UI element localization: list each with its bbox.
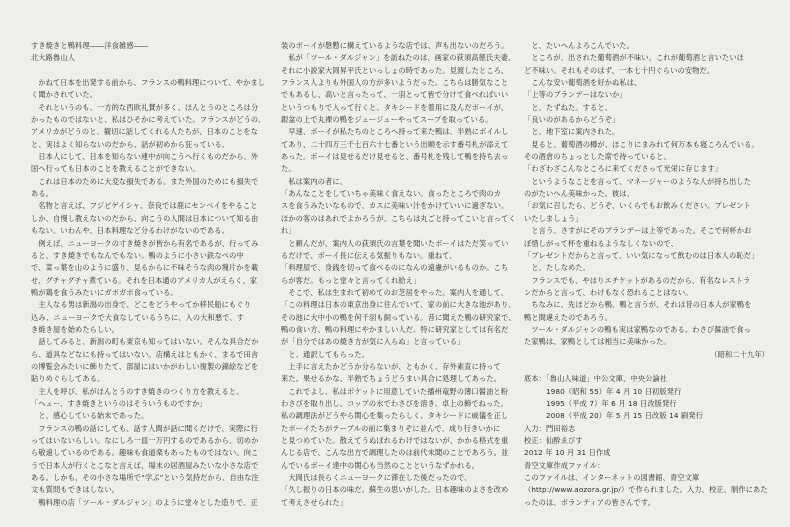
text-line: 名物と言えば、フジビゲイシャ、奈良では鹿にセンベイをやること [31,201,258,211]
colophon-line: 校正：仙酔ゑびす [524,436,583,445]
text-line: と頼んだが、案内人の荻須氏の言葉を聞いたボーイはただ笑ってい [281,238,509,248]
column-2-body [281,40,521,509]
text-line: ある。しかも、その小さな場所で“学ぶ”という気持だから、自由な注 [31,473,259,483]
text-line: ある。 [31,189,54,199]
column-1 [31,40,271,509]
text-line: うで日本人が行くとこなと言えば、場末の居酒屋みたいな小さな店で [31,460,259,470]
text-line: ると、すき焼きでもなんでもない。鴨のように小さい鉄なべの中 [31,250,244,260]
text-line: 私は案内の者に、 [281,176,348,186]
text-line: と、実はよく知らないのだから、話が初めから狂っている。 [31,139,230,149]
text-line: 鴨の食い方、鴨の料理にやかましい人だ。特に研究家としては有名だ [281,324,509,334]
text-line: と、たいへんよろこんでいた。 [524,41,635,50]
column-3-body [524,40,769,349]
text-line: フランスでも、やはりエチケットがあるのだから、有名なレストラ [524,275,751,285]
column-3 [524,40,769,509]
text-line: 貼りめぐらしてある。 [31,374,105,384]
text-line: 「良いのがあるからどうぞ」 [524,115,620,125]
text-line: 国へ行っても日本のことを教えることができない。 [31,164,200,174]
essay-date: （昭和二十九年） [710,349,769,359]
colophon-line: ったのは、ボランティアの皆さんです。 [524,497,655,507]
text-line: と見つめていた。散えてうぬぼれるわけではないが、かかる格式を重 [281,436,509,445]
text-line: 来た。果せるかな、半熟でちょうどうまい具合に処理してあった。 [281,374,502,384]
text-line: というつもりで入って行くと、タキシードを着用に及んだボーイが、 [281,102,509,112]
text-line: ってはいないらしい。なにしろ一皿一万円するのであるから、切めか [31,436,259,445]
text-line: たボーイたちがテーブルの前に集まりぞに並んで、成り行きいかに [281,423,501,433]
text-line: 上手に言えたかどうか分らないが、ともかく、存外素直に持って [281,361,501,371]
text-line: ぼ惜しがって杯を重ねるようなしくないので、 [524,238,678,248]
colophon-line: （http://www.aozora.gr.jp/）で作られました。入力、校正、制作にあた [524,485,768,495]
colophon-line: 底本：「魯山人味道」中公文庫、中央公論社 [524,374,668,384]
text-line: かったものではないと、私はひそかに考えていた。フランスがどうの、 [31,115,266,125]
text-line: こんな安い葡萄酒を好かぬ私は、 [524,78,642,88]
text-line: 私が「ツール・ダルジャン」を訪ねたのは、画家の荻須高徳氏夫妻、 [281,53,516,63]
text-line: その酒倉のちょっとした席で待っていると、 [524,152,671,162]
colophon-line: 1995（平成 7）年 6 月 18 日改版発行 [524,398,677,408]
text-line: 文も質問もできはしない。 [31,485,120,495]
text-line: フランス人よりも外国人の方が多いようだった。こちらは勝気なこと [281,78,509,88]
text-line: のがたいへん美味かった。彼は、 [524,189,635,199]
text-line: アメリカがどうのと、観切に話してくれる人たちが、日本のことをな [31,127,258,137]
colophon-line: 2008（平成 20）年 5 月 15 日改版 14 刷発行 [524,411,704,421]
text-line: これでよし、私はポケットに用意していた播州竜野の薄口醤油と粉 [281,386,509,396]
text-line: 「わざわざこんなところに来てくださって光栄に存じます」 [524,164,723,174]
text-line: ほかの客のはあれでよかろうが、こちらは丸ごと持ってこいと言ってく [281,213,516,223]
text-line: ンだからと言って、わけもなく恐れることはない。 [524,287,693,297]
text-line: それというのも、一方的な西欧礼賛が多く、ほんとうのところは分 [31,102,259,112]
text-line: 「あんなことをしていちゃ美味く食えない。食ったところで肉のカ [281,189,502,199]
text-line: 「料理屋で、身銭を切って食べるのになんの遠慮がいるものか。こち [281,263,509,273]
text-line: と、通訳してもらった。 [281,349,370,359]
text-line: 早速、ボーイが私たちのところへ持って来た鴨は、半熟にボイルし [281,127,509,137]
text-line: フランスの鴨の話にしても、話す人間が話に聞くだけで、実際に行 [31,423,259,433]
column-1-body [31,77,271,509]
text-line: あった。ボーイは見せるだけ見せると、番号札を残して鴨を持ち去っ [281,152,509,162]
text-line: と、たずねた。すると、 [524,102,613,112]
text-line: わさびを取り出し、コップの水でわさびを溶き、卓上の飾でねった。 [281,398,509,408]
text-line: が「自分ではあの焼き方が気に入らぬ」と言っている」 [281,337,465,347]
text-line: でもあるし、高いと言ったって、一羽とって皆で分けて食べればいい [281,90,509,100]
text-line: 見ると、葡萄酒の樽が、ほこりにまみれて何万本も寝ころんでいる。 [524,139,759,149]
text-line: んじる店で、こんな出方で調理したのは前代未聞のことであろう。並 [281,448,509,458]
text-line: いたしましょう」 [524,213,583,223]
colophon-line: このファイルは、インターネットの図書館、青空文庫 [524,473,700,483]
text-line: 鴨と間違えたのであろう。 [524,312,613,322]
text-line: 装のボーイが慇懃に構えているような店では、声も出ないのだろう。 [281,41,509,50]
text-line: と、感心している始末であった。 [31,411,149,421]
text-line: ちなみに、先ほどから鴨、鴨と言うが、それは昔の日本人が家鴨を [524,300,752,310]
text-line: てあり、二十四万三千七百六十七番という出順を示す番号札が添えて [281,139,509,149]
colophon [524,373,769,509]
text-line: で、菜っ葉を山のように盛り、見るからに不味そうな肉の塊片かを載 [31,263,259,273]
text-line: と、たしなめた。 [524,263,591,273]
text-line: これは日本のために大変な損失である。また外国のためにも損失で [31,176,259,186]
essay-title: すき焼きと鴨料理――洋食雑感―― [31,41,149,50]
colophon-line: 青空文庫作成ファイル： [524,460,605,470]
text-line: と言う。さすがにそのブランデーは上等であった。そこで何杯かお [524,226,752,236]
text-line: らが客だ。もっと堂々と言ってくれ給え」 [281,275,421,285]
text-line: て考えさせられた」 [281,497,348,507]
column-2 [281,40,521,509]
text-line: 日本人にして、日本を知らない連中が向こうへ行くものだから、外 [31,152,259,162]
text-line: 「上等のブランデーはないか」 [524,90,627,100]
text-line: 主人を呼び、私がほんとうのすき焼きのつくり方を教えると、 [31,386,244,396]
colophon-line: 1980（昭和 55）年 4 月 10 日初版発行 [524,386,682,396]
text-line: というようなことを言って、マネージャーのような人が持ち出した [524,176,752,186]
text-line: その池に大中小の鴨を何千羽も飼っている。昔に聞えた鴨の研究家で、 [281,312,516,322]
text-line: ら、道具などなにも持ってはいない。店構えはともかく、まるで田舎 [31,349,259,359]
author-name: 北大路魯山人 [31,53,76,63]
text-line: しか、自慢し教えないのだから、向こうの人間は日本について知る由 [31,213,259,223]
text-line: 「お気に召したら、どうぞ、いくらでもお飲みください。プレゼント [524,201,751,211]
text-line: んでいるボーイ達中の関心も当然のことというなずかれる。 [281,460,480,470]
text-line: そこで、私は生まれて初めてのお芝居をやった。案内人を通して、 [281,287,509,297]
text-line: た。 [281,164,296,174]
text-line: 私の調理法がどうやら関心を集ったらしく、タキシードに威儀を正し [281,411,509,421]
text-line: もない。いわんや、日本料理など分るわけがないのである。 [31,226,229,236]
text-line: 大岡氏は長らくニューヨークに滞在した後だったので、 [281,473,472,483]
text-line: ところが、出された葡萄酒が不味い。これが葡萄酒と言いたいほ [524,53,745,63]
colophon-line: 入力：門田裕志 [524,423,576,433]
text-line: と、地下室に案内された。 [524,127,620,137]
text-line: 話してみると、新潟の町も東京も知ってはいない。そんな具合だか [31,337,259,347]
text-line: それに小説家大岡昇平氏といっしょの時であった。見渡したところ、 [281,65,509,75]
text-line: 「久し振りの日本の味だ。蘇生の思いがした。日本趣味のよさを改め [281,485,509,495]
text-line: 銀盆の上で丸裸の鴨をジュージューやってスープを取っている。 [281,115,493,125]
text-line: た家鴨は、家鴨としては相当に美味かった。 [524,337,671,347]
text-line: 「プレゼントだからと言って、いい気になって飲むのは日本人の恥だ」 [524,250,759,260]
text-line: るだけで、ボーイ長に伝える気振りもない。重ねて、 [281,250,457,260]
text-line: 例えば、ニューヨークの寸き焼きが皆から有名であるが、行ってみ [31,238,259,248]
text-line: せ、グチャグチャ煮ている。それを日本通のアメリカ人がえらく、家 [31,275,258,285]
text-line: ど不味い。それもそのはず、一本七十円ぐらいの安物だ。 [524,65,715,75]
text-line: 「へェー、すき焼きというのはそういうものですか」 [31,398,207,408]
text-line: れ」 [281,226,296,236]
text-line: 主人なる男は新潟の出身で、どこをどうやってか移民船にもぐり [31,300,251,310]
text-line: かねて日本を出発する前から、フランスの鴨料理について、やかまし [31,78,266,88]
text-line: ツール・ダルジャンの鴨も実は家鴨なのである。わさび醤油で食っ [524,324,751,334]
colophon-line: 2012 年 10 月 31 日作成 [524,448,611,458]
text-line: ら敬遠しているのである。趣味も食道楽もあったものではない。向こ [31,448,259,458]
text-line: 「この料理は日本の東京出身に住んでいて、家の前に大きな池があり、 [281,300,516,310]
text-line: 込み、ニューヨークで大食なしているうちに、入の大和悪で、す [31,312,245,322]
text-line: スを食うみたいなもので、カスに美味い汁をかけていいに過ぎない。 [281,201,509,211]
text-line: 鴨料理の店「ツール・ダルジャン」のように堂々とした造りで、正 [31,497,258,507]
text-line: 鴨が鶏を食うみたいにガボガボ食っている。 [31,287,178,297]
text-line: く聞かされていた。 [31,90,98,100]
text-line: の博覧会みたいに飾りたて、部屋にはいかがわしい復製の錦絵などを [31,361,259,371]
text-line: き焼き屋を始めたらしい。 [31,324,120,334]
